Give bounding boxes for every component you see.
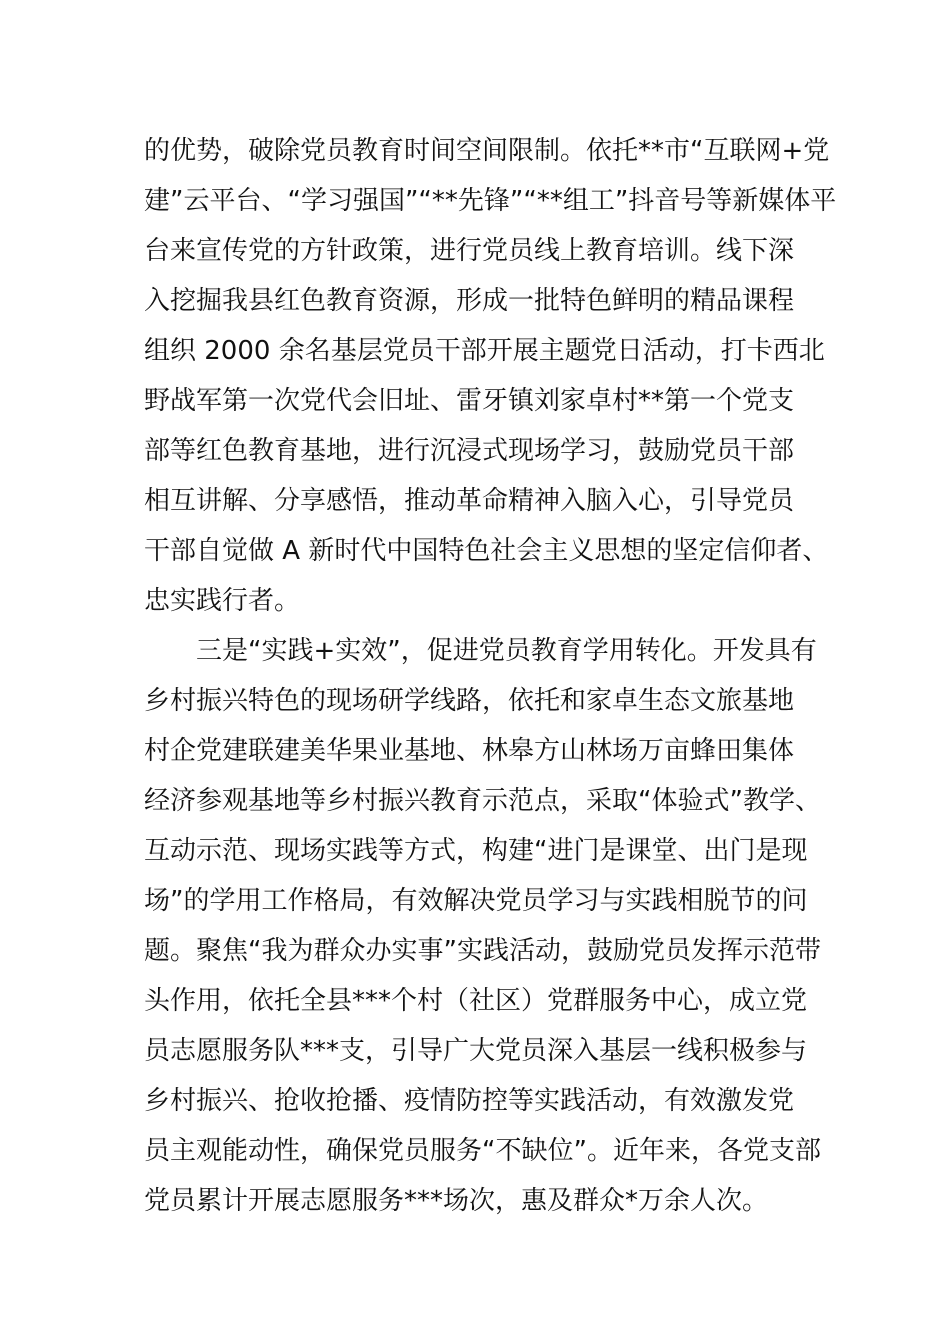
paragraph-2 [144,626,834,1226]
text-line: 部等红色教育基地，进行沉浸式现场学习，鼓励党员干部 [144,436,795,466]
text-line: 三是“实践+实效”，促进党员教育学用转化。开发具有 [196,636,817,666]
text-line: 的优势，破除党员教育时间空间限制。依托**市“互联网+党 [144,136,830,166]
text-line: 题。聚焦“我为群众办实事”实践活动，鼓励党员发挥示范带 [144,936,821,966]
text-line: 组织 2000 余名基层党员干部开展主题党日活动，打卡西北 [144,336,825,366]
body-text [144,126,837,1226]
text-line: 员志愿服务队***支，引导广大党员深入基层一线积极参与 [144,1036,808,1066]
text-line: 相互讲解、分享感悟，推动革命精神入脑入心，引导党员 [144,486,795,516]
text-line: 野战军第一次党代会旧址、雷牙镇刘家卓村**第一个党支 [144,386,795,416]
text-line: 干部自觉做 A 新时代中国特色社会主义思想的坚定信仰者、 [144,536,829,566]
text-line: 村企党建联建美华果业基地、林皋方山林场万亩蜂田集体 [144,736,795,766]
text-line: 入挖掘我县红色教育资源，形成一批特色鲜明的精品课程 [144,286,795,316]
paragraph-1 [144,126,837,626]
text-line: 乡村振兴、抢收抢播、疫情防控等实践活动，有效激发党 [144,1086,795,1116]
text-line: 忠实践行者。 [144,586,301,616]
text-line: 头作用，依托全县***个村（社区）党群服务中心，成立党 [144,986,808,1016]
text-line: 场”的学用工作格局，有效解决党员学习与实践相脱节的问 [144,886,808,916]
text-line: 乡村振兴特色的现场研学线路，依托和家卓生态文旅基地 [144,686,795,716]
text-line: 台来宣传党的方针政策，进行党员线上教育培训。线下深 [144,236,795,266]
text-line: 互动示范、现场实践等方式，构建“进门是课堂、出门是现 [144,836,808,866]
text-line: 经济参观基地等乡村振兴教育示范点，采取“体验式”教学、 [144,786,821,816]
text-line: 建”云平台、“学习强国”“**先锋”“**组工”抖音号等新媒体平 [144,186,837,216]
text-line: 员主观能动性，确保党员服务“不缺位”。近年来，各党支部 [144,1136,821,1166]
text-line: 党员累计开展志愿服务***场次，惠及群众*万余人次。 [144,1186,769,1216]
